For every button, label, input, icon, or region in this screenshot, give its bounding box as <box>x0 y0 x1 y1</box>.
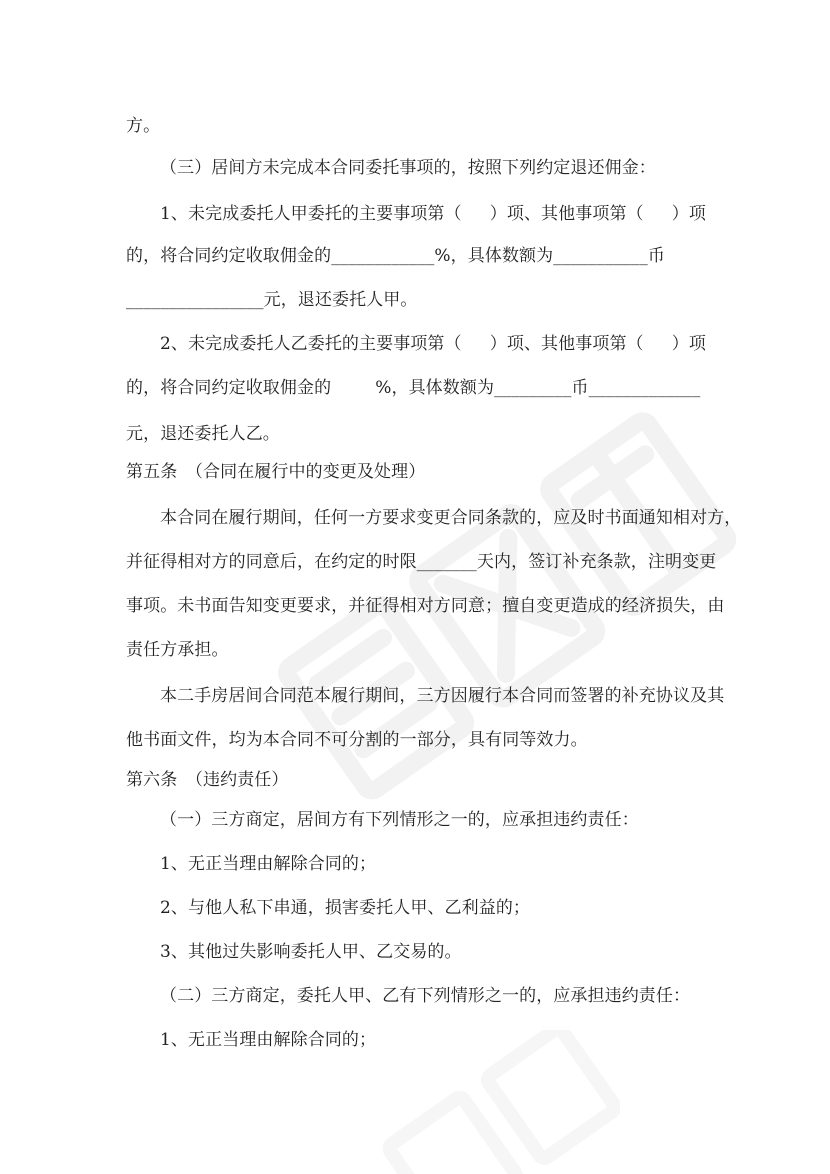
text-segment: 2、未完成委托人乙委托的主要事项第（ <box>160 334 462 354</box>
section-heading: 第六条 （违约责任） <box>126 770 289 790</box>
paragraph-line: 的，将合同约定收取佣金的 %，具体数额为_________币_____________ <box>126 378 701 398</box>
paragraph-line: 事项。未书面告知变更要求，并征得相对方同意；擅自变更造成的经济损失，由 <box>126 596 725 616</box>
paragraph-line: 并征得相对方的同意后，在约定的时限_______天内，签订补充条款，注明变更 <box>126 552 717 572</box>
list-item: 1、无正当理由解除合同的； <box>160 854 377 874</box>
paragraph-line: 本二手房居间合同范本履行期间，三方因履行本合同而签署的补充协议及其 <box>160 686 725 706</box>
paragraph-line: ________________元，退还委托人甲。 <box>126 290 418 310</box>
paragraph-line: 本合同在履行期间，任何一方要求变更合同条款的，应及时书面通知相对方， <box>160 508 742 528</box>
paragraph-line: 元，退还委托人乙。 <box>126 424 280 444</box>
paragraph-line: 的，将合同约定收取佣金的____________%，具体数额为___________币 <box>126 246 665 266</box>
paragraph-line: （二）三方商定，委托人甲、乙有下列情形之一的，应承担违约责任： <box>160 986 691 1006</box>
text-segment: ）项、其他事项第（ <box>489 204 644 224</box>
paragraph-line: 他书面文件，均为本合同不可分割的一部分，具有同等效力。 <box>126 730 588 750</box>
paragraph-line: （三）居间方未完成本合同委托事项的，按照下列约定退还佣金： <box>160 158 656 178</box>
paragraph-line <box>160 202 706 226</box>
section-heading: 第五条 （合同在履行中的变更及处理） <box>126 462 426 482</box>
list-item: 1、无正当理由解除合同的； <box>160 1030 377 1050</box>
paragraph-line: 方。 <box>126 116 161 136</box>
paragraph-line: 责任方承担。 <box>126 640 229 660</box>
list-item: 2、与他人私下串通，损害委托人甲、乙利益的； <box>160 898 531 918</box>
text-segment: ）项 <box>671 334 706 354</box>
list-item: 3、其他过失影响委托人甲、乙交易的。 <box>160 942 462 962</box>
text-segment: ）项、其他事项第（ <box>489 334 644 354</box>
text-segment: ）项 <box>671 204 706 224</box>
text-segment: 1、未完成委托人甲委托的主要事项第（ <box>160 204 462 224</box>
paragraph-line: （一）三方商定，居间方有下列情形之一的，应承担违约责任： <box>160 810 639 830</box>
paragraph-line <box>160 332 706 356</box>
